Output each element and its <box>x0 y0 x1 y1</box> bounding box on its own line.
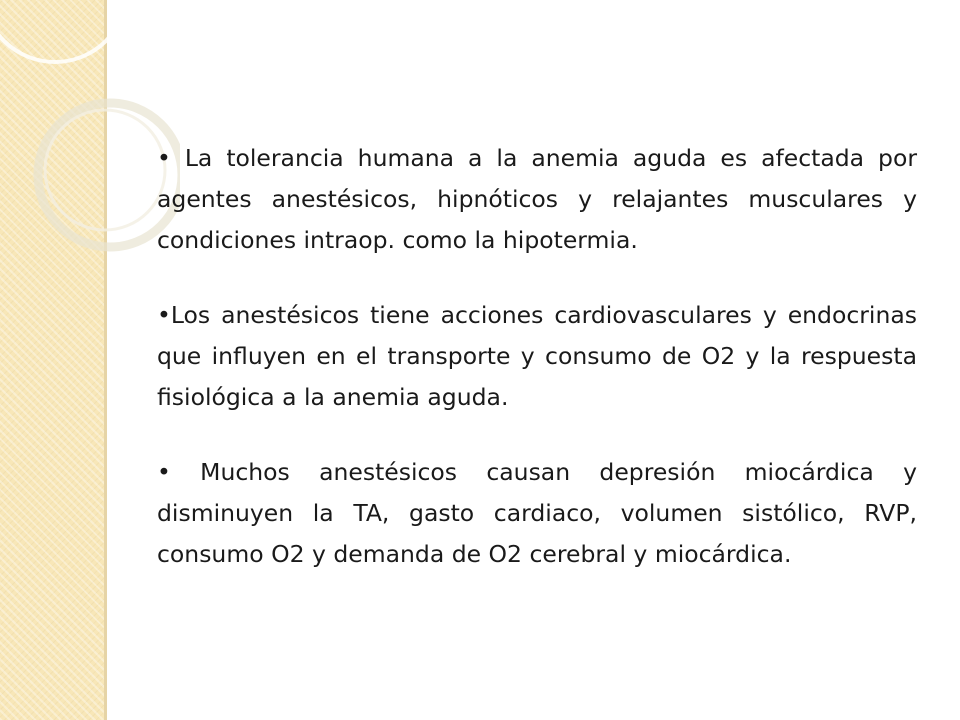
decorative-side-band <box>0 0 104 720</box>
bullet-paragraph-2: •Los anestésicos tiene acciones cardiovasculares y endocrinas que influyen en el transporte y consumo de O2 y la respuesta fisiológica a la anemia aguda. <box>157 301 917 411</box>
side-band-divider <box>104 0 107 720</box>
bullet-paragraph-1: • La tolerancia humana a la anemia aguda es afectada por agentes anestésicos, hipnóticos y relajantes musculares y condiciones intraop. como la hipotermia. <box>157 144 917 254</box>
bullet-paragraph-3: • Muchos anestésicos causan depresión miocárdica y disminuyen la TA, gasto cardiaco, volumen sistólico, RVP, consumo O2 y demanda de O2 cerebral y miocárdica. <box>157 458 917 568</box>
slide-body <box>157 138 917 609</box>
